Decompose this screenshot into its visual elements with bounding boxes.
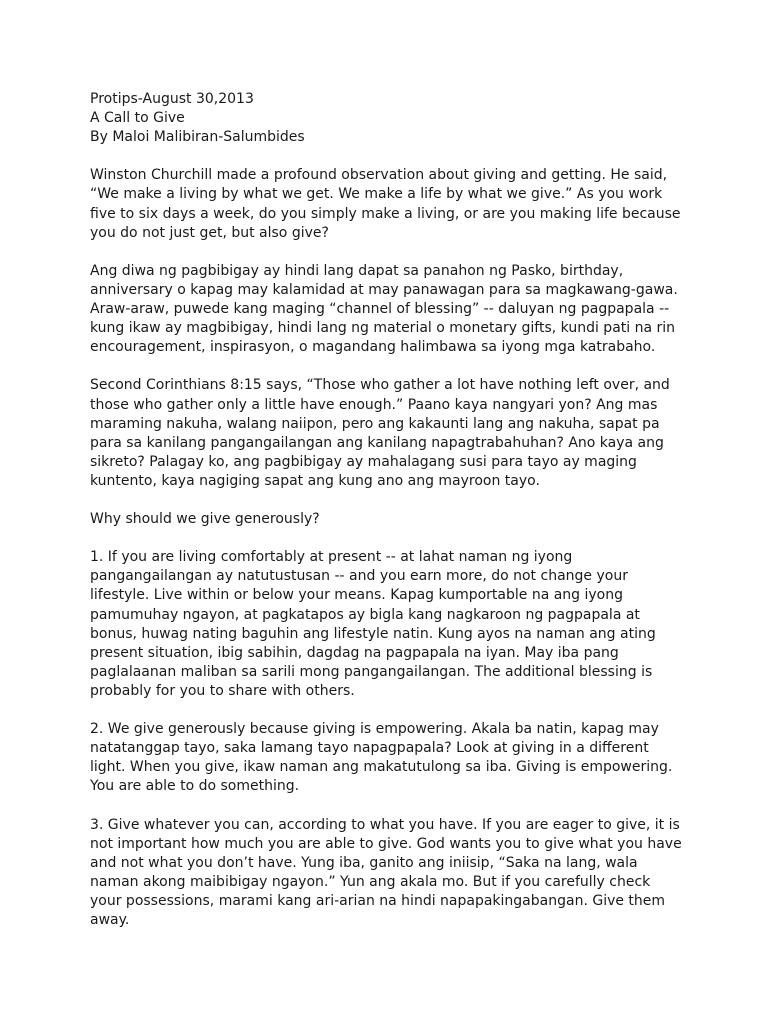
paragraph <box>90 262 690 357</box>
paragraph-line: probably for you to share with others. <box>90 682 355 699</box>
paragraph-line: pamumuhay ngayon, at pagkatapos ay bigla kang nagkaroon ng pagpapala at <box>90 606 640 623</box>
paragraph-line: pangangailangan ay natutustusan -- and you earn more, do not change your <box>90 568 628 585</box>
paragraph-line: and not what you don’t have. Yung iba, ganito ang iniisip, “Saka na lang, wala <box>90 854 638 871</box>
paragraph-line: Araw-araw, puwede kang maging “channel of blessing” -- daluyan ng pagpapala -- <box>90 301 670 318</box>
paragraph-line: not important how much you are able to give. God wants you to give what you have <box>90 835 682 852</box>
paragraph <box>90 548 690 701</box>
paragraph-line: natatanggap tayo, saka lamang tayo napagpapala? Look at giving in a different <box>90 740 649 757</box>
paragraph-line: anniversary o kapag may kalamidad at may panawagan para sa magkawang-gawa. <box>90 281 678 298</box>
paragraph-line: Ang diwa ng pagbibigay ay hindi lang dapat sa panahon ng Pasko, birthday, <box>90 262 624 279</box>
paragraph-line: your possessions, marami kang ari-arian na hindi napapakingabangan. Give them <box>90 892 666 909</box>
paragraph <box>90 510 690 529</box>
paragraph <box>90 376 690 491</box>
paragraph-line: Why should we give generously? <box>90 511 320 528</box>
paragraph-line: those who gather only a little have enough.” Paano kaya nangyari yon? Ang mas <box>90 396 658 413</box>
column-name: Protips-August 30,2013 <box>90 91 254 107</box>
paragraph-line: maraming nakuha, walang naiipon, pero ang kakaunti lang ang nakuha, sapat pa <box>90 415 660 432</box>
paragraph-line: 2. We give generously because giving is empowering. Akala ba natin, kapag may <box>90 721 659 738</box>
paragraph-line: kuntento, kaya nagiging sapat ang kung ano ang mayroon tayo. <box>90 472 540 489</box>
paragraph-line: Second Corinthians 8:15 says, “Those who gather a lot have nothing left over, and <box>90 377 670 394</box>
article-paragraphs <box>90 166 690 930</box>
paragraph <box>90 816 690 931</box>
article-title: A Call to Give <box>90 110 185 127</box>
paragraph <box>90 166 690 242</box>
paragraph-line: kung ikaw ay magbibigay, hindi lang ng material o monetary gifts, kundi pati na rin <box>90 320 676 337</box>
paragraph-line: 1. If you are living comfortably at present -- at lahat naman ng iyong <box>90 549 573 566</box>
paragraph-line: sikreto? Palagay ko, ang pagbibigay ay mahalagang susi para tayo ay maging <box>90 453 637 470</box>
paragraph <box>90 720 690 796</box>
paragraph-line: five to six days a week, do you simply make a living, or are you making life because <box>90 205 681 222</box>
paragraph-line: You are able to do something. <box>90 778 300 795</box>
paragraph-line: bonus, huwag nating baguhin ang lifestyle natin. Kung ayos na naman ang ating <box>90 625 656 642</box>
paragraph-line: para sa kanilang pangangailangan ang kanilang napagtrabahuhan? Ano kaya ang <box>90 434 664 451</box>
paragraph-line: naman akong maibibigay ngayon.” Yun ang akala mo. But if you carefully check <box>90 873 651 890</box>
paragraph-line: “We make a living by what we get. We make a life by what we give.” As you work <box>90 186 663 203</box>
paragraph-line: Winston Churchill made a profound observation about giving and getting. He said, <box>90 167 668 184</box>
paragraph-line: away. <box>90 912 130 929</box>
paragraph-line: paglalaanan maliban sa sarili mong pangangailangan. The additional blessing is <box>90 663 653 680</box>
paragraph-line: lifestyle. Live within or below your means. Kapag kumportable na ang iyong <box>90 587 624 604</box>
author-byline: By Maloi Malibiran-Salumbides <box>90 129 305 146</box>
paragraph-line: light. When you give, ikaw naman ang makatutulong sa iba. Giving is empowering. <box>90 759 673 776</box>
paragraph-line: encouragement, inspirasyon, o magandang halimbawa sa iyong mga katrabaho. <box>90 339 656 356</box>
paragraph-line: present situation, ibig sabihin, dagdag na pagpapala na iyan. May iba pang <box>90 644 619 661</box>
document-body <box>90 90 690 930</box>
paragraph-line: 3. Give whatever you can, according to what you have. If you are eager to give, it is <box>90 816 680 833</box>
paragraph-line: you do not just get, but also give? <box>90 224 329 241</box>
